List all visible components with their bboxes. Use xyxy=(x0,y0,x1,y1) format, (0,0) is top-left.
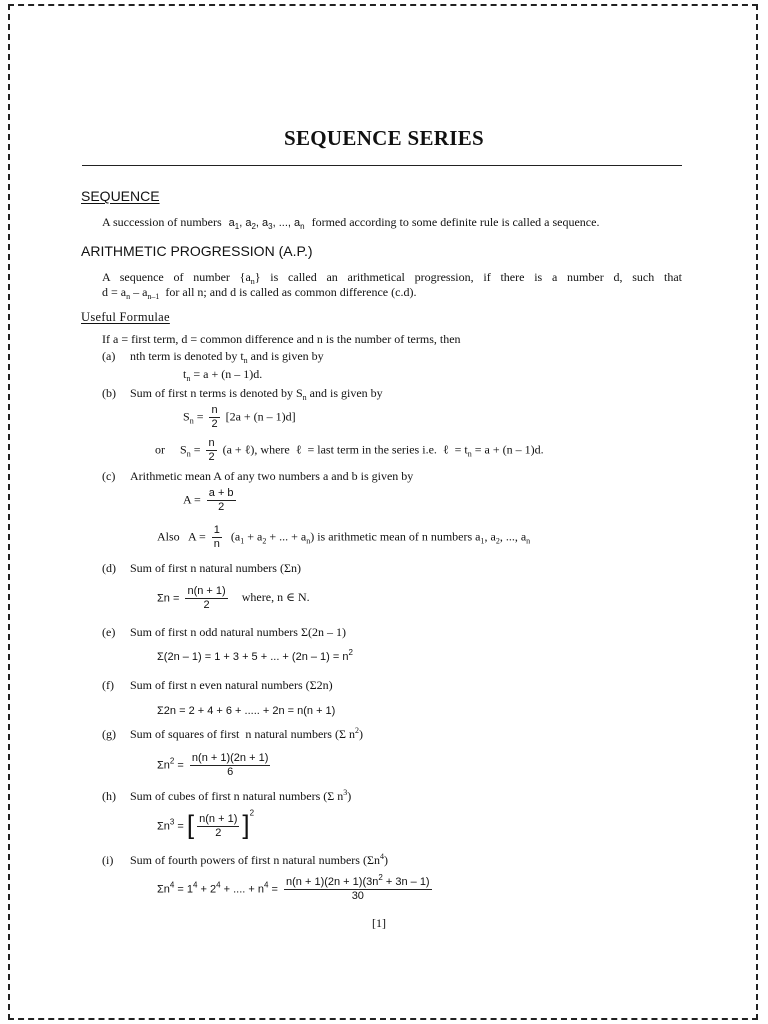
fraction-cubes: $\frac{n(n + 1)}{2}$ xyxy=(199,813,238,839)
formula-am: A = $\frac{a + b}{2}$ xyxy=(183,487,234,513)
formula-even-sum: Σ2n = 2 + 4 + 6 + ..... + 2n = n(n + 1) xyxy=(157,705,336,717)
page-title: SEQUENCE SERIES xyxy=(284,126,484,150)
sequence-terms: $a_1$, $a_2$, $a_3$, ..., $a_n$ xyxy=(228,217,305,231)
formula-fourth-powers: $\Sigma n^4 = 1^4 + 2^4$ + .... + $n^4$ = $\frac{n(n + 1)(2n + 1)(3n^2 + 3n - 1)}{30}$ xyxy=(157,873,430,902)
fraction-fourth-powers: $\frac{n(n + 1)(2n + 1)(3n^2 + 3n - 1)}{30}$ xyxy=(286,873,430,902)
ap-heading: ARITHMETIC PROGRESSION (A.P.) xyxy=(81,243,313,259)
fraction-sum-n: $\frac{n(n + 1)}{2}$ xyxy=(187,585,226,611)
title-divider xyxy=(82,165,682,166)
fraction-1-over-n: $\frac{1}{n}$ xyxy=(213,524,220,550)
formula-sum-n: Σn = $\frac{n(n + 1)}{2}$ where, n ∈ N. xyxy=(157,585,310,611)
formula-am-general: Also A = $\frac{1}{n}$ ($a_1 + a_2$ + ... + $a_n$) is arithmetic mean of n numbers $a_1$, $a_2$, ..., $a_n$ xyxy=(157,524,531,550)
fraction-a-plus-b: $\frac{a + b}{2}$ xyxy=(208,487,234,513)
fraction-squares: $\frac{n(n + 1)(2n + 1)}{6}$ xyxy=(191,752,269,778)
item-h-label: (h) xyxy=(102,789,116,803)
item-c-label: (c) xyxy=(102,469,116,483)
useful-formulae-heading: Useful Formulae xyxy=(81,310,170,324)
fraction-n-over-2-b: $\frac{n}{2}$ xyxy=(208,437,215,463)
formula-squares: $\Sigma n^2$ = $\frac{n(n + 1)(2n + 1)}{6}$ xyxy=(157,752,269,778)
item-c-text: Arithmetic mean A of any two numbers a and b is given by xyxy=(130,469,414,483)
page-number: [1] xyxy=(372,916,386,930)
formula-tn: $t_n = a + (n - 1)d$. xyxy=(183,367,263,383)
item-e-text: Sum of first n odd natural numbers Σ(2n – 1) xyxy=(130,625,346,639)
item-b-text: Sum of first n terms is denoted by $S_n$ and is given by xyxy=(130,386,383,402)
ap-def-line1: A sequence of number $\{a_n\}$ is called an arithmetical progression, if there is a number d, such that xyxy=(102,270,682,286)
sequence-def-end: formed according to some definite rule is called a sequence. xyxy=(311,215,600,229)
sequence-def-start: A succession of numbers xyxy=(102,215,222,229)
item-e-label: (e) xyxy=(102,625,116,639)
useful-intro: If a = first term, d = common difference and n is the number of terms, then xyxy=(102,332,461,346)
item-h-text: Sum of cubes of first n natural numbers (Σ $n^3$) xyxy=(130,788,352,803)
item-g-label: (g) xyxy=(102,727,116,741)
item-i-label: (i) xyxy=(102,853,114,867)
item-d-label: (d) xyxy=(102,561,116,575)
item-b-label: (b) xyxy=(102,386,116,400)
item-d-text: Sum of first n natural numbers (Σn) xyxy=(130,561,301,575)
item-f-text: Sum of first n even natural numbers (Σ2n) xyxy=(130,678,333,692)
item-f-label: (f) xyxy=(102,678,114,692)
item-g-text: Sum of squares of first n natural numbers (Σ $n^2$) xyxy=(130,726,363,741)
sequence-heading: SEQUENCE xyxy=(81,188,160,204)
item-i-text: Sum of fourth powers of first n natural numbers $(\Sigma n^4)$ xyxy=(130,852,388,867)
formula-sn2: or $S_n$ = $\frac{n}{2}$ (a + ℓ), where ℓ = last term in the series i.e. ℓ = $t_n = a + (n - 1)d$. xyxy=(155,437,544,463)
item-a-label: (a) xyxy=(102,349,116,363)
formula-cubes: $\Sigma n^3$ = [ $\frac{n(n + 1)}{2}$ ]$^2$ xyxy=(157,808,255,840)
item-a-text: nth term is denoted by $t_n$ and is given by xyxy=(130,349,324,365)
formula-sn1: $S_n$ = $\frac{n}{2}$ [2a + (n – 1)d] xyxy=(183,404,296,430)
ap-def-line2: $d = a_n - a_{n-1}$ for all n; and d is called as common difference (c.d). xyxy=(102,285,417,301)
sequence-definition xyxy=(102,215,599,230)
fraction-n-over-2: $\frac{n}{2}$ xyxy=(211,404,218,430)
formula-odd-sum: Σ(2n – 1) = 1 + 3 + 5 + ... + $(2n - 1) = n^2$ xyxy=(157,648,353,663)
